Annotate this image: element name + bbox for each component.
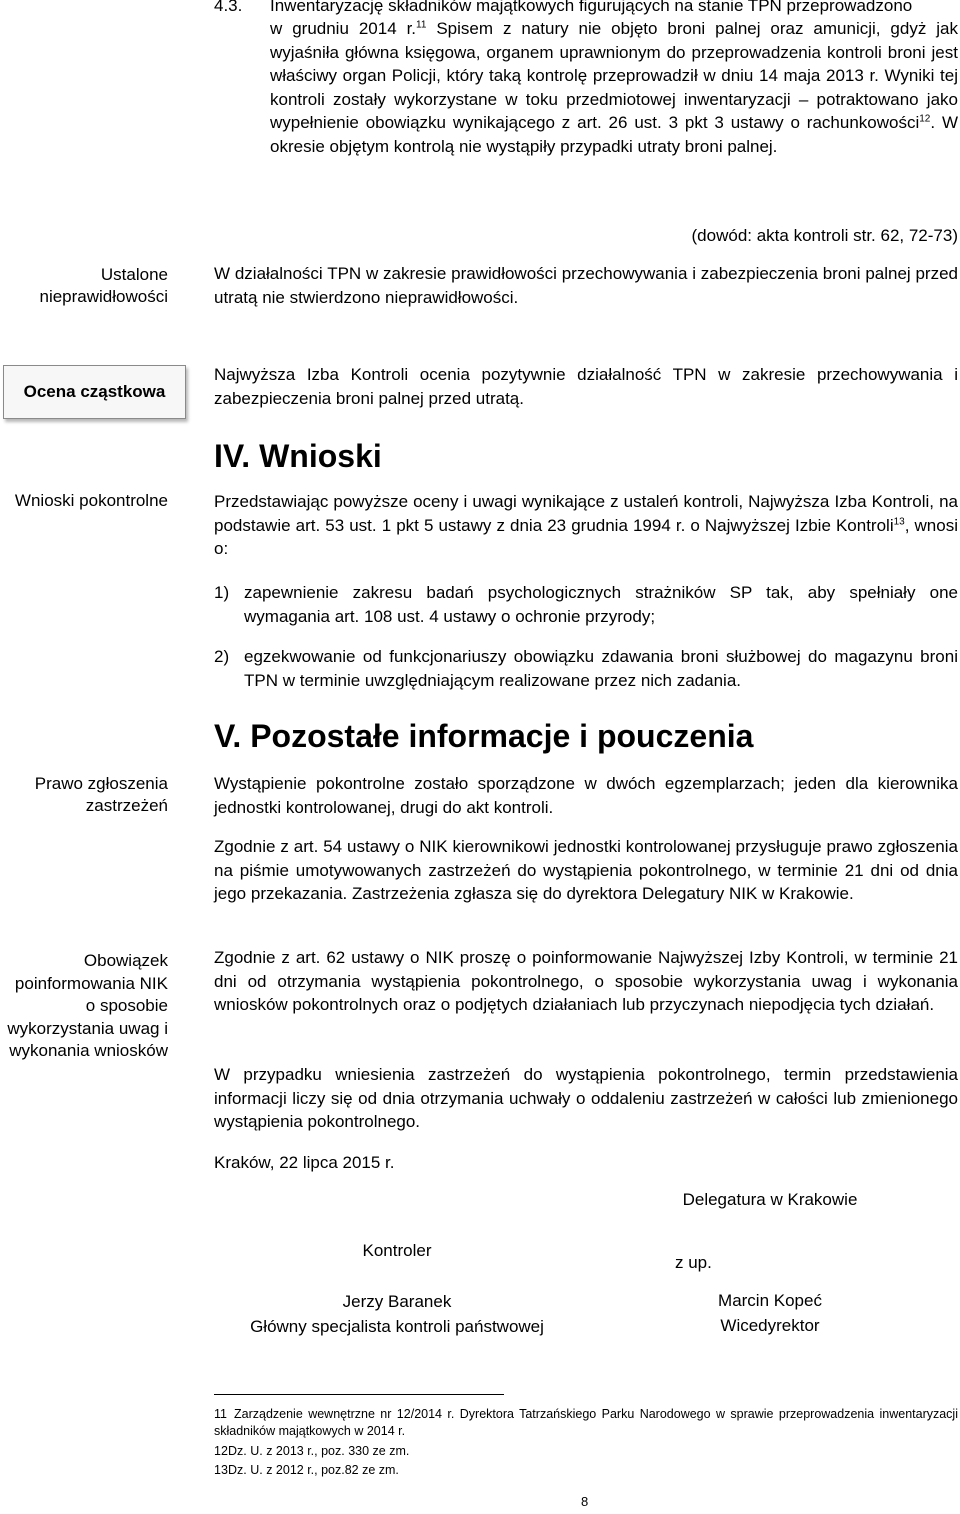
page-number: 8	[581, 1494, 589, 1509]
inspector-role: Kontroler	[362, 1241, 432, 1260]
footnote-12-number: 12	[214, 1444, 228, 1458]
section-v-paragraph-2: Zgodnie z art. 54 ustawy o NIK kierownikowi jednostki kontrolowanej przysługuje prawo zgłoszenia na piśmie umotywowanych zastrzeżeń do wystąpienia pokontrolnego, w terminie 21 dni od dnia jego przekazania. Zastrzeżenia zgłasza się do dyrektora Delegatury NIK w Krakowie.	[214, 837, 958, 903]
section-v-heading: V. Pozostałe informacje i pouczenia	[214, 718, 754, 754]
section-iv-heading: IV. Wnioski	[214, 438, 382, 474]
conclusion-2-number: 2)	[214, 647, 230, 666]
item-body-c: . W okresie objętym kontrolą nie wystąpiły przypadki utraty broni palnej.	[270, 113, 958, 156]
footnote-13-text: Dz. U. z 2012 r., poz.82 ze zm.	[228, 1463, 399, 1477]
footnote-11-number: 11	[214, 1407, 227, 1421]
footnote-13	[214, 1462, 958, 1479]
partial-assessment-label: Ocena cząstkowa	[23, 382, 166, 401]
footnote-ref-12: 12	[919, 113, 931, 125]
section-v-paragraph-4: W przypadku wniesienia zastrzeżeń do wystąpienia pokontrolnego, termin przedstawienia informacji liczy się od dnia otrzymania uchwały o oddaleniu zastrzeżeń w całości lub zmienionego wystąpienia pokontrolnego.	[214, 1065, 958, 1131]
signatory-title: Wicedyrektor	[720, 1316, 820, 1335]
assessment-text: Najwyższa Izba Kontroli ocenia pozytywnie działalność TPN w zakresie przechowywania i zabezpieczenia broni palnej przed utratą.	[214, 365, 958, 408]
delegation-name: Delegatura w Krakowie	[682, 1190, 858, 1209]
evidence-note: (dowód: akta kontroli str. 62, 72-73)	[691, 226, 958, 245]
partial-assessment-box	[3, 365, 186, 419]
section-iv-intro-b: , wnosi o:	[214, 515, 958, 558]
sidebar-right-to-objections: Prawo zgłoszenia zastrzeżeń	[34, 774, 168, 815]
item-first-line: Inwentaryzację składników majątkowych figurujących na stanie TPN przeprowadzono	[270, 0, 913, 15]
inspector-title: Główny specjalista kontroli państwowej	[250, 1317, 544, 1336]
item-number: 4.3.	[214, 0, 243, 15]
footnote-12	[214, 1443, 958, 1460]
conclusion-2-text: egzekwowanie od funkcjonariuszy obowiązku zdawania broni służbowej do magazynu broni TPN w terminie uwzględniającym realizowane przez nich zadania.	[244, 647, 958, 690]
item-body	[270, 17, 958, 158]
footnote-separator	[214, 1394, 504, 1395]
signatory-name: Marcin Kopeć	[718, 1291, 822, 1310]
item-body-a: w grudniu 2014 r.	[270, 19, 417, 38]
place-date: Kraków, 22 lipca 2015 r.	[214, 1153, 395, 1172]
conclusion-1-number: 1)	[214, 583, 230, 602]
section-v-paragraph-1: Wystąpienie pokontrolne zostało sporządzone w dwóch egzemplarzach; jeden dla kierownika jednostki kontrolowanej, drugi do akt kontroli.	[214, 774, 958, 817]
on-behalf-label: z up.	[675, 1253, 712, 1272]
inspector-name: Jerzy Baranek	[342, 1292, 452, 1311]
sidebar-post-audit-conclusions: Wnioski pokontrolne	[14, 491, 168, 510]
sidebar-obligation: Obowiązek poinformowania NIK o sposobie wykorzystania uwag i wykonania wniosków	[7, 951, 168, 1060]
section-iv-intro	[214, 490, 958, 561]
section-v-paragraph-3: Zgodnie z art. 62 ustawy o NIK proszę o poinformowanie Najwyższej Izby Kontroli, w terminie 21 dni od otrzymania wystąpienia pokontrolnego, o sposobie wykorzystania uwag i wykonania wniosków pokontrolnych oraz o podjętych działaniach lub przyczynach niepodjęcia tych działań.	[214, 948, 958, 1014]
footnote-ref-13: 13	[893, 515, 905, 527]
section-iv-intro-a: Przedstawiając powyższe oceny i uwagi wynikające z ustaleń kontroli, Najwyższa Izba Kontroli, na podstawie art. 53 ust. 1 pkt 5 ustawy z dnia 23 grudnia 1994 r. o Najwyższej Izbie Kontroli	[214, 492, 958, 535]
irregularities-text: W działalności TPN w zakresie prawidłowości przechowywania i zabezpieczenia broni palnej przed utratą nie stwierdzono nieprawidłowości.	[214, 264, 958, 307]
footnote-11	[214, 1406, 958, 1440]
footnote-11-text: Zarządzenie wewnętrzne nr 12/2014 r. Dyrektora Tatrzańskiego Parku Narodowego w sprawie przeprowadzenia inwentaryzacji składników majątkowych w 2014 r.	[214, 1407, 958, 1438]
item-body-b: Spisem z natury nie objęto broni palnej oraz amunicji, gdyż jak wyjaśniła główna księgowa, organem uprawnionym do przeprowadzenia kontroli broni jest właściwy organ Policji, który taką kontrolę przeprowadził w dniu 14 maja 2013 r. Wyniki tej kontroli zostały wykorzystane w toku przedmiotowej inwentaryzacji – potraktowano jako wypełnienie obowiązku wynikającego z art. 26 ust. 3 pkt 3 ustawy o rachunkowości	[270, 19, 959, 132]
conclusion-1-text: zapewnienie zakresu badań psychologicznych strażników SP tak, aby spełniały one wymagania art. 108 ust. 4 ustawy o ochronie przyrody;	[244, 583, 958, 626]
footnote-13-number: 13	[214, 1463, 228, 1477]
footnote-12-text: Dz. U. z 2013 r., poz. 330 ze zm.	[228, 1444, 410, 1458]
footnote-ref-11: 11	[416, 19, 427, 31]
sidebar-irregularities: Ustalone nieprawidłowości	[39, 265, 168, 306]
